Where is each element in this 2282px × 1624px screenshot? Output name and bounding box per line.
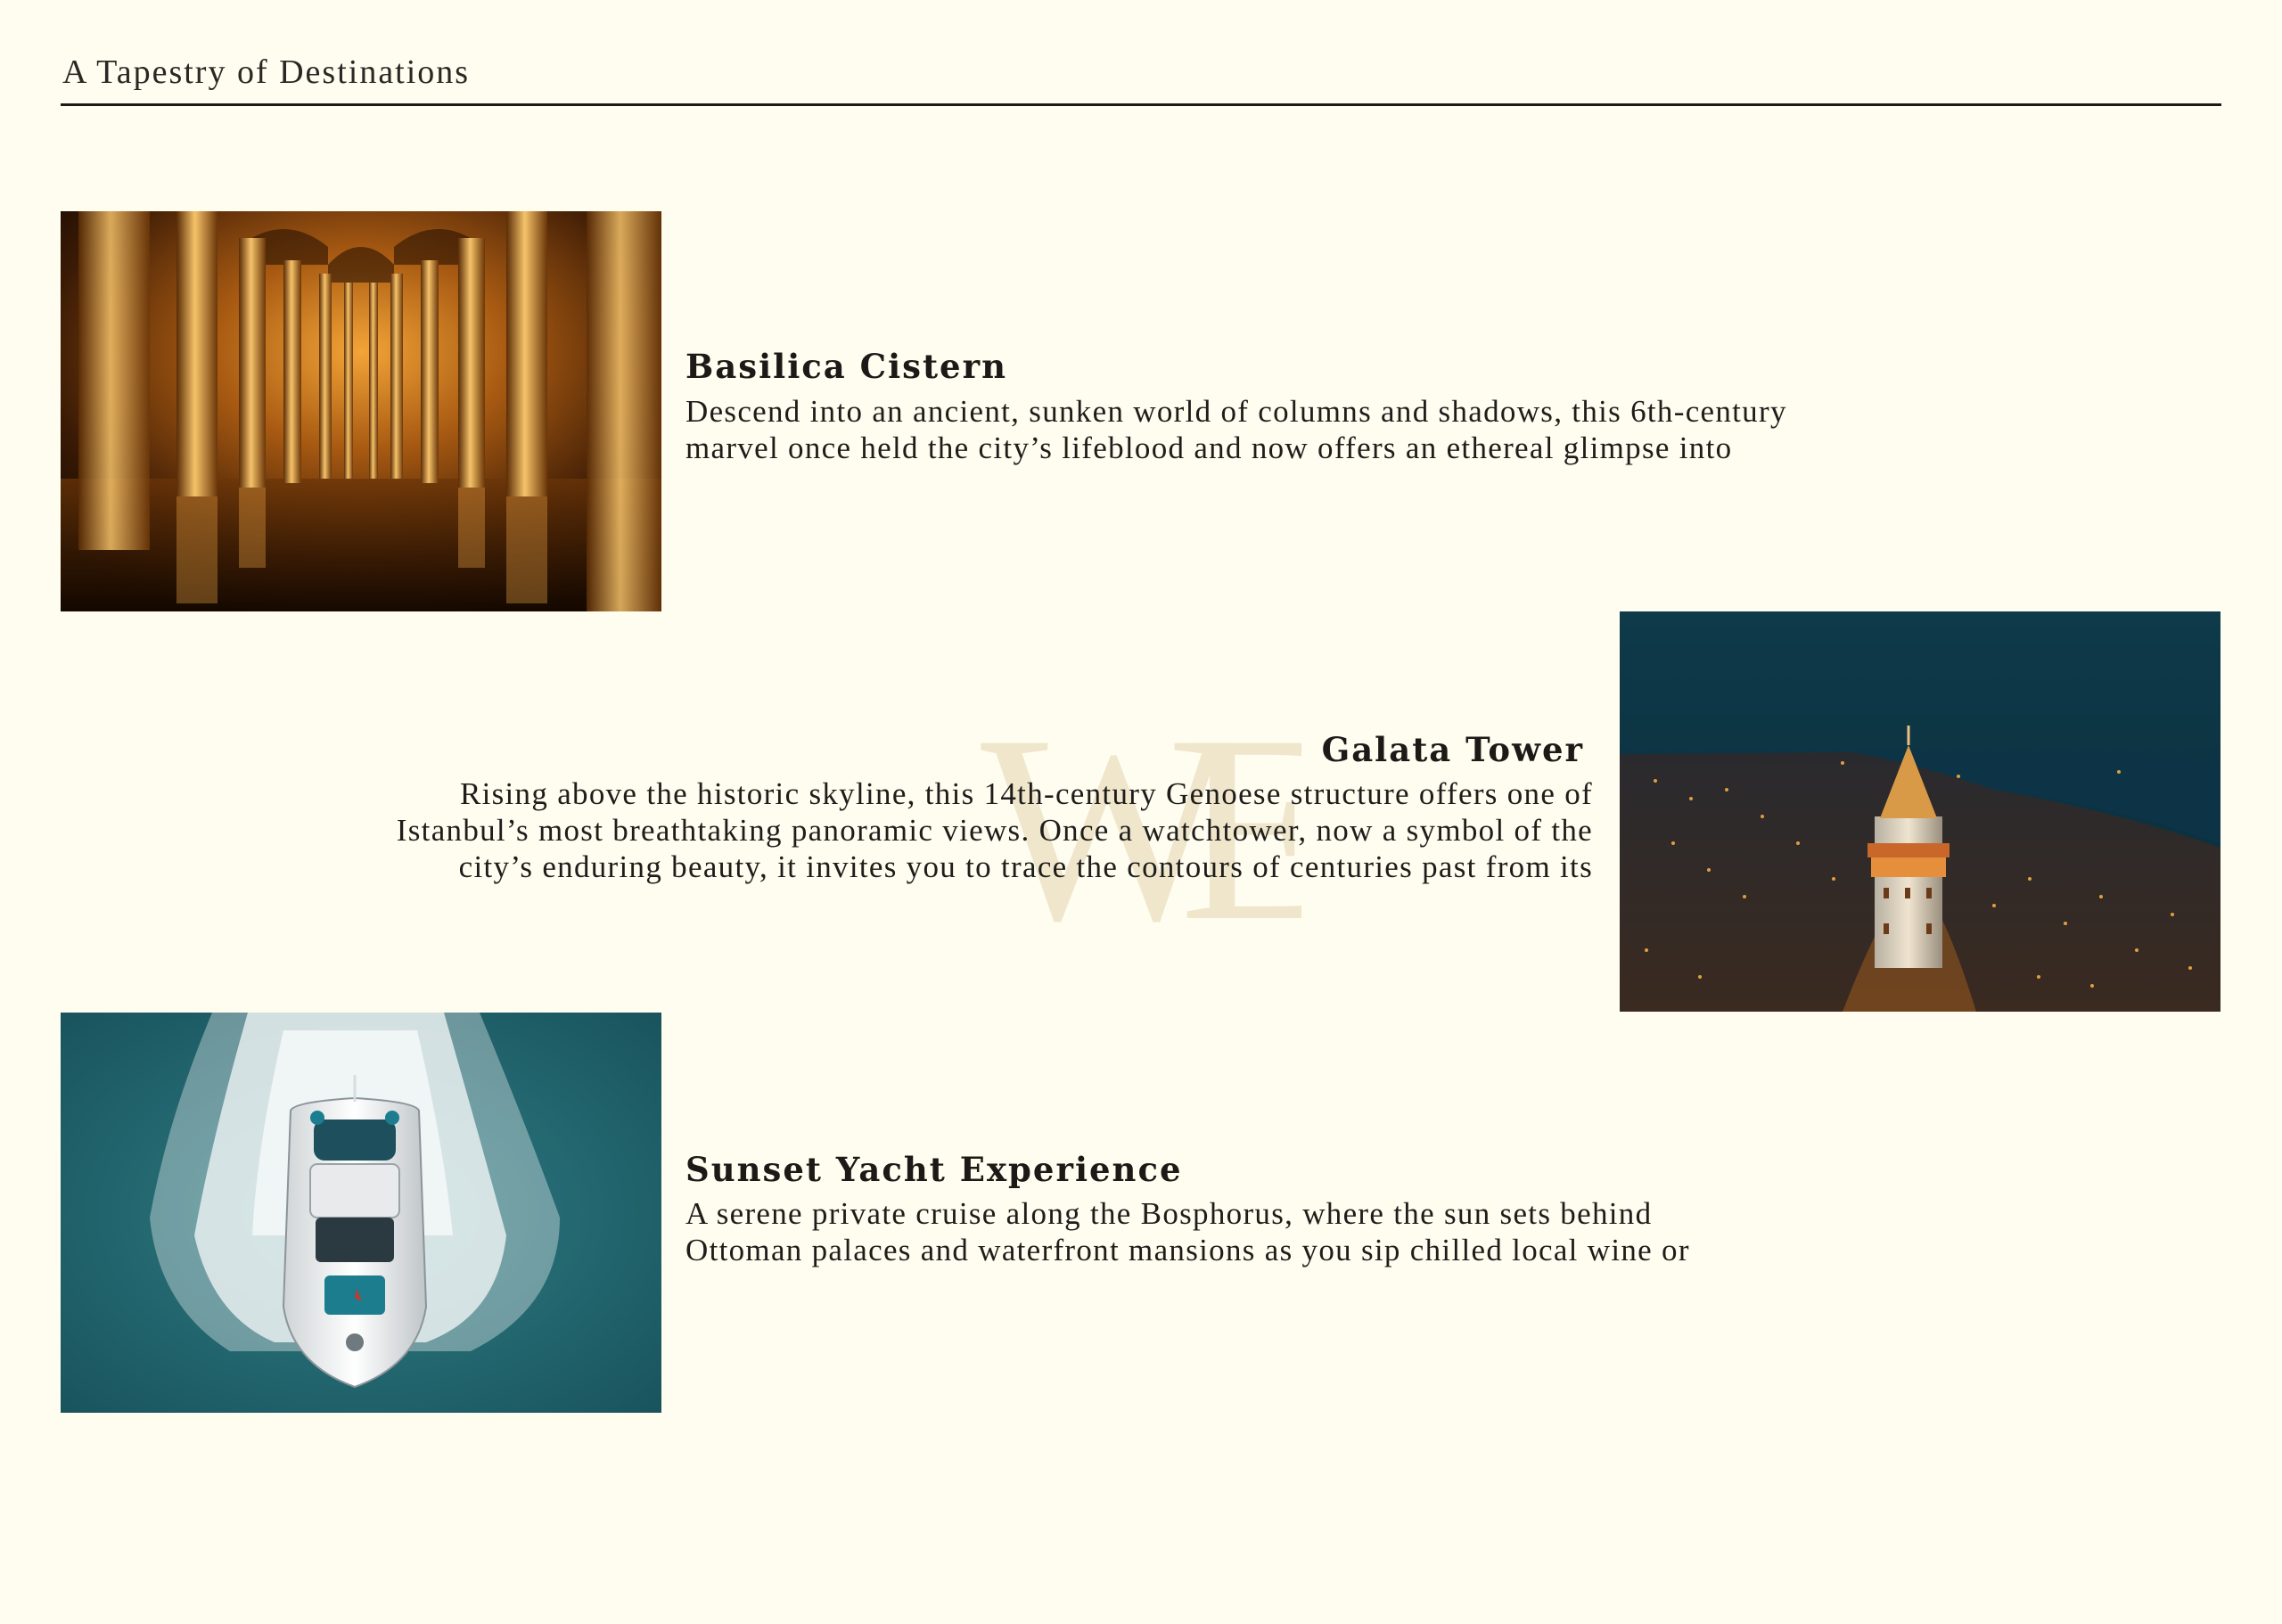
basilica-cistern-image [61, 211, 661, 611]
destination-title-sunset-yacht: Sunset Yacht Experience [685, 1150, 1183, 1189]
basilica-cistern-photo [61, 211, 661, 611]
destination-description-galata-tower [232, 775, 1593, 885]
destination-title-basilica-cistern: Basilica Cistern [685, 347, 1007, 386]
description-line: A serene private cruise along the Bosphorus, where the sun sets behind [685, 1196, 1653, 1231]
destination-description-sunset-yacht [685, 1195, 1690, 1268]
sunset-yacht-photo [61, 1013, 661, 1413]
galata-tower-image [1620, 611, 2220, 1012]
destination-description-basilica-cistern [685, 393, 1787, 466]
galata-tower-photo [1620, 611, 2220, 1012]
description-line: Istanbul’s most breathtaking panoramic views. Once a watchtower, now a symbol of the [396, 813, 1593, 848]
destination-title-galata-tower: Galata Tower [1321, 730, 1584, 769]
description-line: Ottoman palaces and waterfront mansions as you sip chilled local wine or [685, 1233, 1690, 1267]
description-line: Rising above the historic skyline, this 14th-century Genoese structure offers one of [459, 776, 1593, 811]
watermark-text: WE [981, 680, 1290, 945]
page-header [61, 52, 2221, 106]
description-line: city’s enduring beauty, it invites you to trace the contours of centuries past from its [458, 849, 1593, 884]
description-line: Descend into an ancient, sunken world of columns and shadows, this 6th-century [685, 394, 1787, 429]
sunset-yacht-image [61, 1013, 661, 1413]
description-line: marvel once held the city’s lifeblood and now offers an ethereal glimpse into [685, 431, 1733, 465]
page-title: A Tapestry of Destinations [62, 53, 471, 91]
